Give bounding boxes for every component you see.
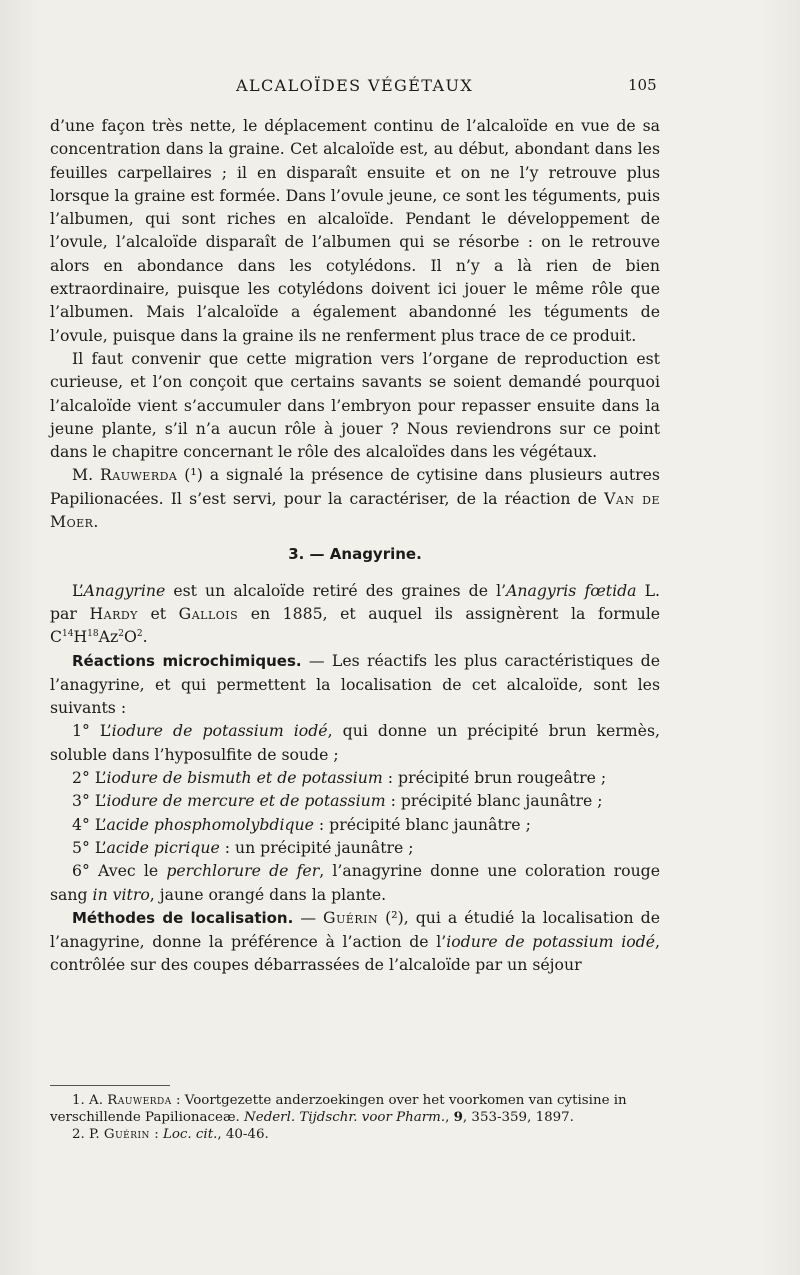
list-item: 6° Avec le perchlorure de fer, l’anagyrine donne une coloration rouge sang in vitro, jaune orangé dans la plante. <box>50 861 661 904</box>
paragraph-6: Méthodes de localisation. — Guérin (²), qui a étudié la localisation de l’anagyrine, donne la préférence à l’action de l’iodure de potassium iodé, contrôlée sur des coupes débarrassées de l’alcaloïde par un séjour <box>50 907 660 975</box>
paragraph-5: Réactions microchimiques. — Les réactifs les plus caractéristiques de l’anagyrine, et qui permettent la localisation de cet alcaloïde, sont les suivants : <box>50 650 661 718</box>
author-name: Guérin <box>323 907 379 927</box>
paragraph-3: M. Rauwerda (¹) a signalé la présence de cytisine dans plusieurs autres Papilionacées. Il s’est servi, pour la caractériser, de la réaction de Van de Moer. <box>50 465 660 532</box>
author-name: Rauwerda <box>99 465 178 485</box>
list-item: 2° L’iodure de bismuth et de potassium : précipité brun rougeâtre ; <box>72 768 607 788</box>
subheading-methods: Méthodes de localisation. <box>72 908 294 927</box>
footnote-divider <box>50 1085 170 1086</box>
page-number: 105 <box>628 76 657 94</box>
page-header <box>0 76 800 100</box>
footnote-2: 2. P. Guérin : Loc. cit., 40-46. <box>72 1127 269 1142</box>
footnotes <box>50 1085 660 1143</box>
running-title: ALCALOÏDES VÉGÉTAUX <box>236 76 474 95</box>
author-name: Van de Moer <box>50 488 660 532</box>
paragraph-4: L’Anagyrine est un alcaloïde retiré des graines de l’Anagyris fœtida L. par Hardy et Gallois en 1885, et auquel ils assignèrent la formule $C^{14}H^{18}Az^2O^2$. <box>50 580 660 647</box>
list-item: 1° L’iodure de potassium iodé, qui donne un précipité brun kermès, soluble dans l’hyposulfite de soude ; <box>50 721 660 764</box>
subheading-reactions: Réactions microchimiques. <box>72 651 302 670</box>
list-item: 5° L’acide picrique : un précipité jaunâtre ; <box>72 837 414 857</box>
author-name: Hardy <box>89 603 138 623</box>
list-item: 4° L’acide phosphomolybdique : précipité blanc jaunâtre ; <box>72 814 531 834</box>
footnote-ref: (¹) <box>184 465 203 485</box>
list-item: 3° L’iodure de mercure et de potassium : précipité blanc jaunâtre ; <box>72 791 603 811</box>
author-name: Gallois <box>178 603 239 623</box>
body-text <box>50 114 660 977</box>
paragraph-2: Il faut convenir que cette migration vers l’organe de reproduction est curieuse, et l’on conçoit que certains savants se soient demandé pourquoi l’alcaloïde vient s’accumuler dans l’embryon pour repasser ensuite dans la jeune plante, s’il n’a aucun rôle à jouer ? Nous reviendrons sur ce point dans le chapitre concernant le rôle des alcaloïdes dans les végétaux. <box>50 348 660 462</box>
footnote-ref: (²) <box>385 907 404 927</box>
footnote-1: 1. A. Rauwerda : Voortgezette anderzoekingen over het voorkomen van cytisine in verschillende Papilionaceæ. Nederl. Tijdschr. voor Pharm., 9, 353-359, 1897. <box>50 1093 627 1125</box>
section-heading: 3. — Anagyrine. <box>288 545 422 564</box>
paragraph-1: d’une façon très nette, le déplacement continu de l’alcaloïde en vue de sa concentration dans la graine. Cet alcaloïde est, au début, abondant dans les feuilles carpellaires ; il en disparaît ensuite et on ne l’y retrouve plus lorsque la graine est formée. Dans l’ovule jeune, ce sont les téguments, puis l’albumen, qui sont riches en alcaloïde. Pendant le développement de l’ovule, l’alcaloïde disparaît de l’albumen qui se résorbe : on le retrouve alors en abondance dans les cotylédons. Il n’y a là rien de bien extraordinaire, puisque les cotylédons doivent ici jouer le même rôle que l’albumen. Mais l’alcaloïde a également abandonné les téguments de l’ovule, puisque dans la graine ils ne renferment plus trace de ce produit. <box>50 116 660 345</box>
